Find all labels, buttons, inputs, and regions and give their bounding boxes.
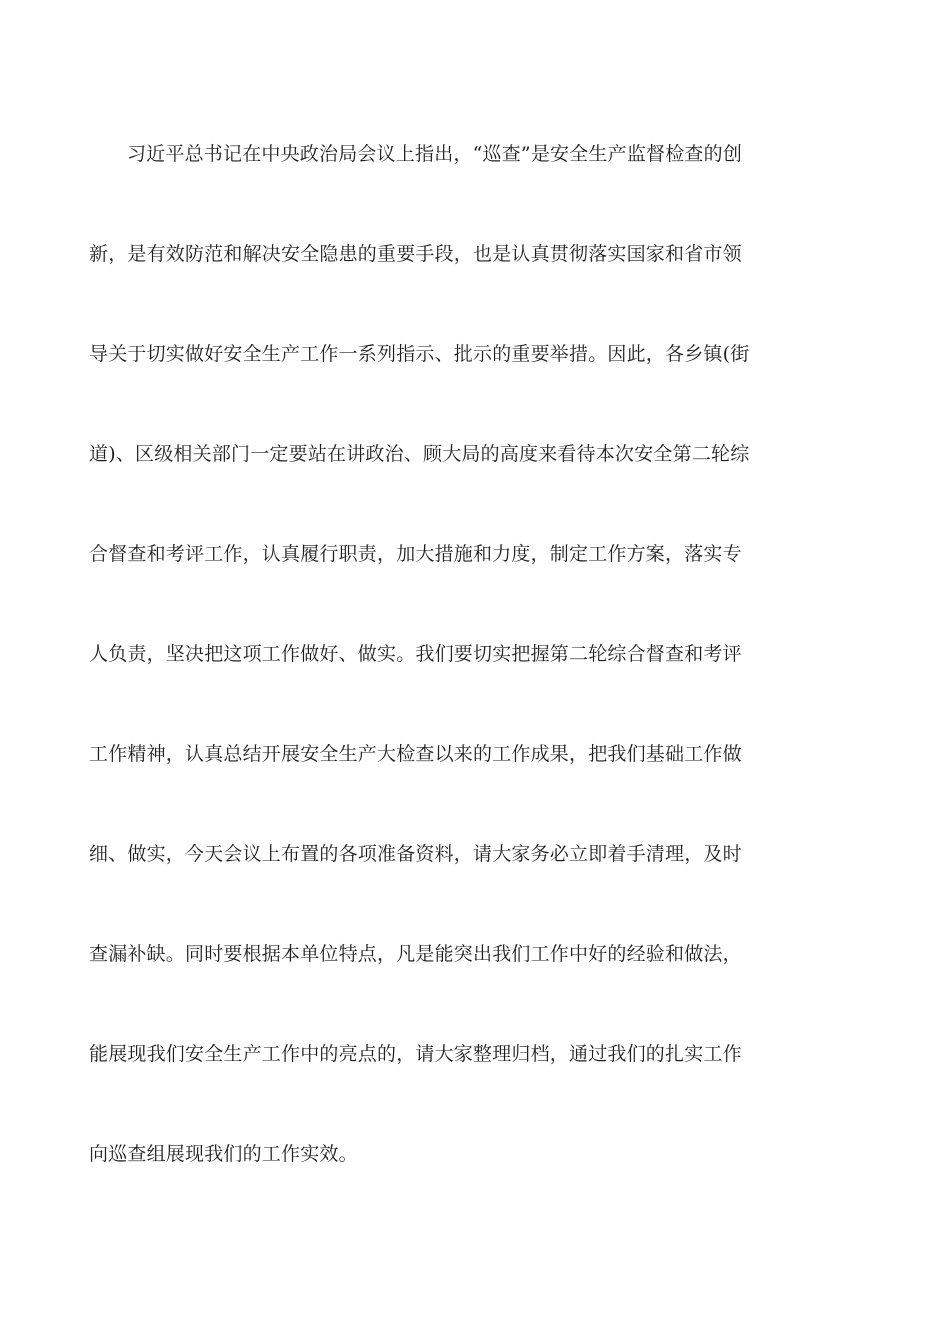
body-paragraph xyxy=(89,134,864,1174)
paragraph-line-6: 人负责，坚决把这项工作做好、做实。我们要切实把握第二轮综合督查和考评 xyxy=(89,643,742,665)
paragraph-line-2: 新，是有效防范和解决安全隐患的重要手段，也是认真贯彻落实国家和省市领 xyxy=(89,243,742,265)
paragraph-line-3: 导关于切实做好安全生产工作一系列指示、批示的重要举措。因此，各乡镇(街 xyxy=(89,343,750,365)
paragraph-line-7: 工作精神，认真总结开展安全生产大检查以来的工作成果，把我们基础工作做 xyxy=(89,743,742,765)
paragraph-line-5: 合督查和考评工作，认真履行职责，加大措施和力度，制定工作方案，落实专 xyxy=(89,543,742,565)
paragraph-line-11: 向巡查组展现我们的工作实效。 xyxy=(89,1143,358,1165)
paragraph-line-1: 习近平总书记在中央政治局会议上指出，“巡查”是安全生产监督检查的创 xyxy=(127,143,743,165)
paragraph-line-9: 查漏补缺。同时要根据本单位特点，凡是能突出我们工作中好的经验和做法， xyxy=(89,943,742,965)
paragraph-line-10: 能展现我们安全生产工作中的亮点的，请大家整理归档，通过我们的扎实工作 xyxy=(89,1043,742,1065)
paragraph-line-4: 道)、区级相关部门一定要站在讲政治、顾大局的高度来看待本次安全第二轮综 xyxy=(89,443,750,465)
paragraph-line-8: 细、做实，今天会议上布置的各项准备资料，请大家务必立即着手清理，及时 xyxy=(89,843,742,865)
